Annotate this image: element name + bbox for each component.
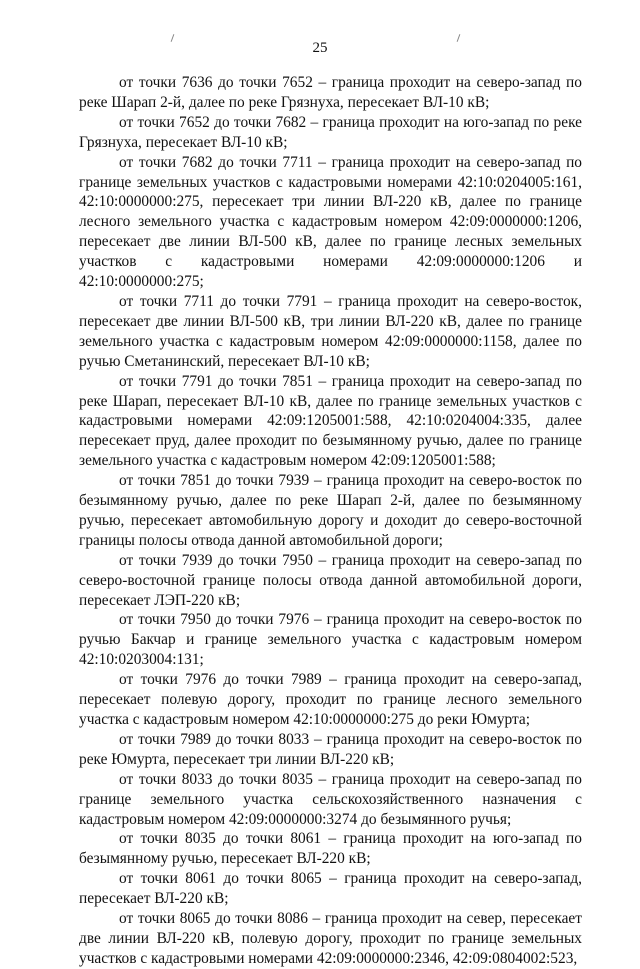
boundary-paragraph: от точки 8065 до точки 8086 – граница проходит на север, пересекает две линии ВЛ-220 кВ, полевую дорогу, проходит по границе земельных участков с кадастровыми номерами 42:09:0000000:2346, 42:09:0804002:523, <box>79 910 582 967</box>
boundary-paragraph: от точки 7682 до точки 7711 – граница проходит на северо-запад по границе земельных участков с кадастровыми номерами 42:10:0204005:161, 42:10:0000000:275, пересекает три линии ВЛ-220 кВ, далее по границе лесного земельного участка с кадастровым номером 42:09:0000000:1206, пересекает две линии ВЛ-500 кВ, далее по границе лесных земельных участков с кадастровыми номерами 42:09:0000000:1206 и 42:10:0000000:275; <box>79 153 582 291</box>
boundary-paragraph: от точки 7976 до точки 7989 – граница проходит на северо-запад, пересекает полевую дорогу, проходит по границе лесного земельного участка с кадастровым номером 42:10:0000000:275 до реки Юмурта; <box>79 671 582 728</box>
boundary-paragraph: от точки 8035 до точки 8061 – граница проходит на юго-запад по безымянному ручью, пересекает ВЛ-220 кВ; <box>79 830 582 868</box>
page-number: 25 <box>312 40 328 56</box>
boundary-paragraph: от точки 8061 до точки 8065 – граница проходит на северо-запад, пересекает ВЛ-220 кВ; <box>79 870 582 908</box>
boundary-paragraph: от точки 7950 до точки 7976 – граница проходит на северо-восток по ручью Бакчар и границе земельного участка с кадастровым номером 42:10:0203004:131; <box>79 611 582 669</box>
boundary-paragraph: от точки 7791 до точки 7851 – граница проходит на северо-запад по реке Шарап, пересекает ВЛ-10 кВ, далее по границе земельных участков с кадастровыми номерами 42:09:1205001:588, 42:10:0204004:335, далее пересекает пруд, далее проходит по безымянному ручью, далее по границе земельного участка с кадастровым номером 42:09:1205001:588; <box>79 372 582 470</box>
boundary-paragraph: от точки 7939 до точки 7950 – граница проходит на северо-запад по северо-восточной границе полосы отвода данной автомобильной дороги, пересекает ЛЭП-220 кВ; <box>79 551 582 609</box>
boundary-paragraph: от точки 7989 до точки 8033 – граница проходит на северо-восток по реке Юмурта, пересекает три линии ВЛ-220 кВ; <box>79 730 582 768</box>
boundary-paragraph: от точки 8033 до точки 8035 – граница проходит на северо-запад по границе земельного участка сельскохозяйственного назначения с кадастровым номером 42:09:0000000:3274 до безымянного ручья; <box>79 770 582 828</box>
document-body <box>79 73 582 969</box>
boundary-paragraph: от точки 7711 до точки 7791 – граница проходит на северо-восток, пересекает две линии ВЛ-500 кВ, три линии ВЛ-220 кВ, далее по границе земельного участка с кадастровым номером 42:09:0000000:1158, далее по ручью Сметанинский, пересекает ВЛ-10 кВ; <box>79 292 582 370</box>
boundary-paragraph: от точки 7851 до точки 7939 – граница проходит на северо-восток по безымянному ручью, далее по реке Шарап 2-й, далее по безымянному ручью, пересекает автомобильную дорогу и доходит до северо-восточной границы полосы отвода данной автомобильной дороги; <box>79 472 582 549</box>
boundary-paragraph: от точки 7652 до точки 7682 – граница проходит на юго-запад по реке Грязнуха, пересекает ВЛ-10 кВ; <box>79 113 582 151</box>
boundary-paragraph: от точки 7636 до точки 7652 – граница проходит на северо-запад по реке Шарап 2-й, далее по реке Грязнуха, пересекает ВЛ-10 кВ; <box>79 74 582 111</box>
